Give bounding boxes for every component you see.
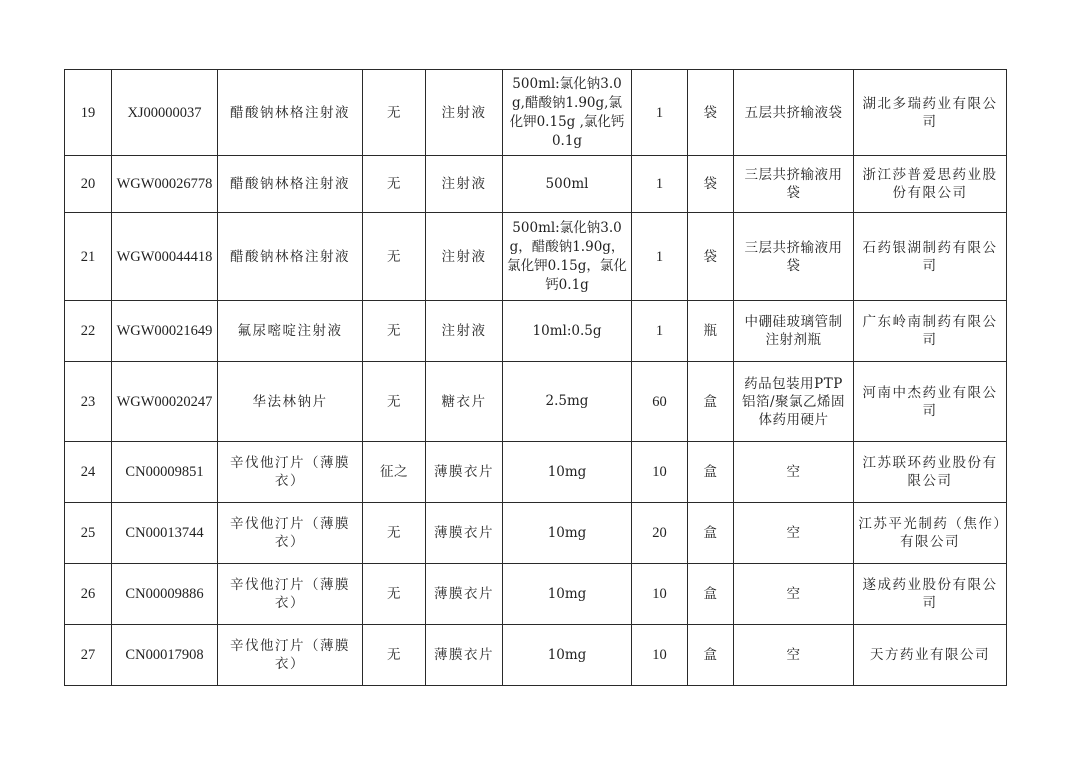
packaging: 空 (734, 564, 854, 625)
unit: 盒 (688, 503, 734, 564)
quantity: 1 (632, 70, 688, 156)
table-row (65, 442, 1007, 503)
specification: 500ml:氯化钠3.0g，醋酸钠1.90g，氯化钾0.15g，氯化钙0.1g (503, 213, 632, 301)
packaging: 三层共挤输液用袋 (734, 156, 854, 213)
unit: 袋 (688, 70, 734, 156)
specification: 500ml:氯化钠3.0g,醋酸钠1.90g,氯化钾0.15g ,氯化钙0.1g (503, 70, 632, 156)
quantity: 60 (632, 362, 688, 442)
drug-name: 辛伐他汀片（薄膜衣） (218, 625, 363, 686)
drug-name: 华法林钠片 (218, 362, 363, 442)
manufacturer: 浙江莎普爱思药业股份有限公司 (854, 156, 1007, 213)
dosage-form: 糖衣片 (426, 362, 503, 442)
packaging: 五层共挤输液袋 (734, 70, 854, 156)
packaging: 空 (734, 442, 854, 503)
drug-name: 辛伐他汀片（薄膜衣） (218, 442, 363, 503)
unit: 盒 (688, 362, 734, 442)
remark: 无 (363, 156, 426, 213)
row-number: 27 (65, 625, 112, 686)
row-number: 20 (65, 156, 112, 213)
quantity: 10 (632, 564, 688, 625)
drug-code: CN00009851 (112, 442, 218, 503)
row-number: 25 (65, 503, 112, 564)
unit: 盒 (688, 625, 734, 686)
dosage-form: 薄膜衣片 (426, 503, 503, 564)
dosage-form: 注射液 (426, 70, 503, 156)
quantity: 20 (632, 503, 688, 564)
table-row (65, 213, 1007, 301)
quantity: 10 (632, 442, 688, 503)
drug-name: 氟尿嘧啶注射液 (218, 301, 363, 362)
remark: 无 (363, 564, 426, 625)
unit: 盒 (688, 442, 734, 503)
remark: 无 (363, 362, 426, 442)
drug-name: 醋酸钠林格注射液 (218, 156, 363, 213)
dosage-form: 注射液 (426, 156, 503, 213)
specification: 2.5mg (503, 362, 632, 442)
row-number: 23 (65, 362, 112, 442)
drug-code: CN00009886 (112, 564, 218, 625)
packaging: 中硼硅玻璃管制注射剂瓶 (734, 301, 854, 362)
specification: 10ml:0.5g (503, 301, 632, 362)
row-number: 22 (65, 301, 112, 362)
manufacturer: 江苏平光制药（焦作）有限公司 (854, 503, 1007, 564)
drug-name: 辛伐他汀片（薄膜衣） (218, 503, 363, 564)
drug-name: 醋酸钠林格注射液 (218, 213, 363, 301)
drug-code: CN00017908 (112, 625, 218, 686)
packaging: 空 (734, 503, 854, 564)
table-row (65, 503, 1007, 564)
remark: 征之 (363, 442, 426, 503)
unit: 袋 (688, 213, 734, 301)
remark: 无 (363, 70, 426, 156)
quantity: 1 (632, 156, 688, 213)
drug-code: CN00013744 (112, 503, 218, 564)
quantity: 1 (632, 301, 688, 362)
manufacturer: 河南中杰药业有限公司 (854, 362, 1007, 442)
drug-code: WGW00044418 (112, 213, 218, 301)
specification: 10mg (503, 625, 632, 686)
manufacturer: 湖北多瑞药业有限公司 (854, 70, 1007, 156)
unit: 盒 (688, 564, 734, 625)
specification: 500ml (503, 156, 632, 213)
drug-table (64, 69, 1007, 686)
remark: 无 (363, 213, 426, 301)
manufacturer: 天方药业有限公司 (854, 625, 1007, 686)
row-number: 21 (65, 213, 112, 301)
drug-code: WGW00020247 (112, 362, 218, 442)
remark: 无 (363, 625, 426, 686)
row-number: 24 (65, 442, 112, 503)
drug-code: XJ00000037 (112, 70, 218, 156)
manufacturer: 广东岭南制药有限公司 (854, 301, 1007, 362)
table-row (65, 362, 1007, 442)
table-row (65, 301, 1007, 362)
table-row (65, 156, 1007, 213)
packaging: 药品包装用PTP铝箔/聚氯乙烯固体药用硬片 (734, 362, 854, 442)
packaging: 三层共挤输液用袋 (734, 213, 854, 301)
quantity: 1 (632, 213, 688, 301)
table-row (65, 70, 1007, 156)
specification: 10mg (503, 564, 632, 625)
quantity: 10 (632, 625, 688, 686)
row-number: 19 (65, 70, 112, 156)
dosage-form: 注射液 (426, 301, 503, 362)
specification: 10mg (503, 442, 632, 503)
drug-code: WGW00026778 (112, 156, 218, 213)
row-number: 26 (65, 564, 112, 625)
dosage-form: 薄膜衣片 (426, 442, 503, 503)
drug-name: 辛伐他汀片（薄膜衣） (218, 564, 363, 625)
table-row (65, 564, 1007, 625)
dosage-form: 薄膜衣片 (426, 625, 503, 686)
drug-code: WGW00021649 (112, 301, 218, 362)
dosage-form: 薄膜衣片 (426, 564, 503, 625)
packaging: 空 (734, 625, 854, 686)
unit: 瓶 (688, 301, 734, 362)
dosage-form: 注射液 (426, 213, 503, 301)
remark: 无 (363, 503, 426, 564)
remark: 无 (363, 301, 426, 362)
unit: 袋 (688, 156, 734, 213)
specification: 10mg (503, 503, 632, 564)
drug-name: 醋酸钠林格注射液 (218, 70, 363, 156)
manufacturer: 石药银湖制药有限公司 (854, 213, 1007, 301)
manufacturer: 遂成药业股份有限公司 (854, 564, 1007, 625)
table-row (65, 625, 1007, 686)
manufacturer: 江苏联环药业股份有限公司 (854, 442, 1007, 503)
